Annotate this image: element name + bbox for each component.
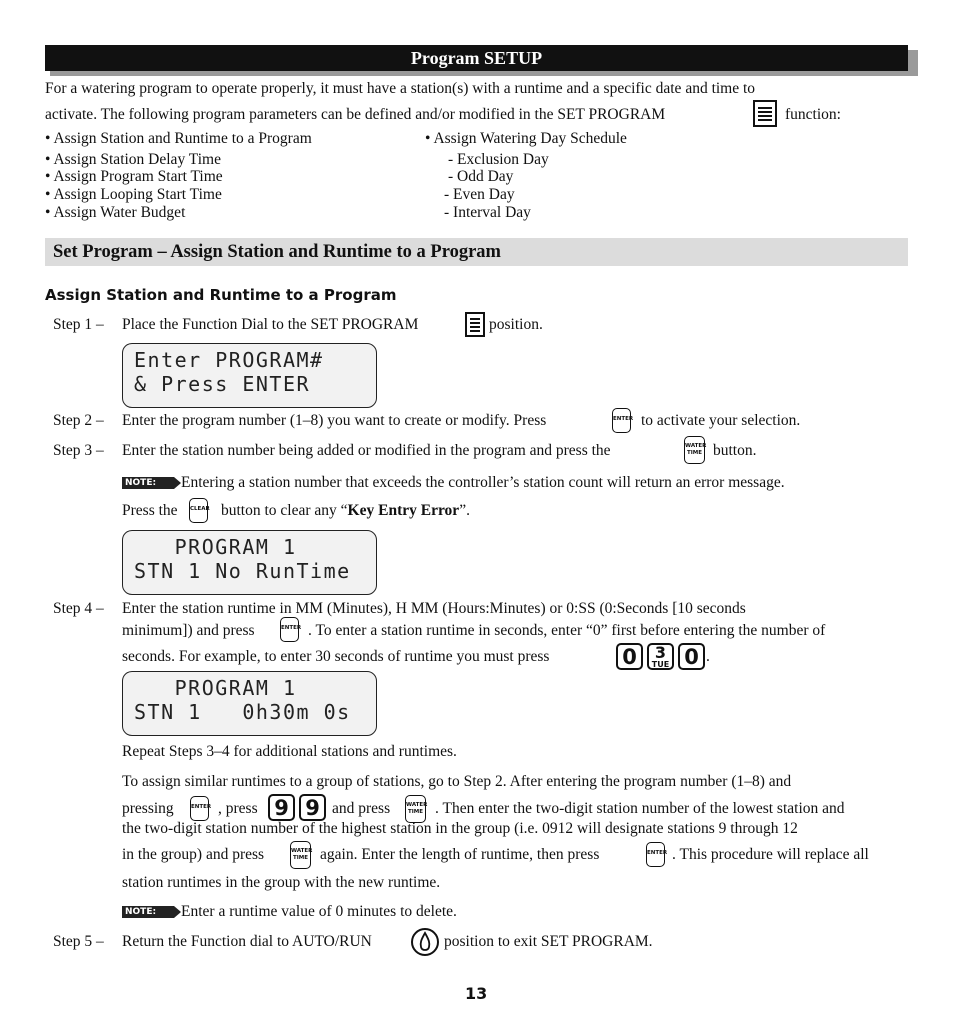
intro-line-1: For a watering program to operate properly, it must have a station(s) with a runtime and a specific date and time to xyxy=(45,80,756,97)
lcd-line: STN 1 No RunTime xyxy=(134,559,351,583)
step-2-text: Enter the program number (1–8) you want to create or modify. Press xyxy=(122,412,547,429)
step-1-label: Step 1 – xyxy=(53,316,104,333)
page-number: 13 xyxy=(465,984,488,1003)
step-2-end: to activate your selection. xyxy=(641,412,801,429)
nine-key-icon: 9 xyxy=(299,794,326,821)
key-label: WATER xyxy=(685,443,707,449)
group-line-2d: . Then enter the two-digit station number of the lowest station and xyxy=(435,800,845,817)
step-3-end: button. xyxy=(713,442,757,459)
step-1-end: position. xyxy=(489,316,543,333)
enter-key-icon: ENTER xyxy=(612,408,631,433)
auto-run-icon xyxy=(411,928,439,956)
lcd-line: PROGRAM 1 xyxy=(134,535,297,559)
step-5-end: position to exit SET PROGRAM. xyxy=(444,933,653,950)
note-1-text-part: button to clear any “ xyxy=(221,502,348,519)
step-4-line-1: Enter the station runtime in MM (Minutes), H MM (Hours:Minutes) or 0:SS (0:Seconds [10 seconds xyxy=(122,600,746,617)
group-line-5: station runtimes in the group with the new runtime. xyxy=(122,874,441,891)
note-1-line2b xyxy=(221,502,470,520)
param-left-4: • Assign Looping Start Time xyxy=(45,186,222,203)
step-4-line-2a: minimum]) and press xyxy=(122,622,255,639)
param-left-3: • Assign Program Start Time xyxy=(45,168,223,185)
param-right-5: - Interval Day xyxy=(444,204,531,221)
note-1-text: Entering a station number that exceeds the controller’s station count will return an error message. xyxy=(181,474,785,491)
key-label: 3 xyxy=(654,643,667,662)
enter-key-icon: ENTER xyxy=(280,617,299,642)
water-time-key-icon xyxy=(684,436,705,464)
param-left-1: • Assign Station and Runtime to a Program xyxy=(45,130,312,147)
clear-key-icon: CLEAR xyxy=(189,498,208,523)
three-tue-key-icon xyxy=(647,643,674,670)
lcd-line: PROGRAM 1 xyxy=(134,676,297,700)
param-right-4: - Even Day xyxy=(444,186,515,203)
intro-line-2: activate. The following program parameters can be defined and/or modified in the SET PROGRAM xyxy=(45,106,666,123)
set-program-icon xyxy=(753,100,777,127)
group-line-4a: in the group) and press xyxy=(122,846,265,863)
lcd-display-2 xyxy=(122,530,377,595)
step-4-line-2b: . To enter a station runtime in seconds, enter “0” first before entering the number of xyxy=(308,622,826,639)
param-left-5: • Assign Water Budget xyxy=(45,204,186,221)
section-title: Set Program – Assign Station and Runtime to a Program xyxy=(45,238,908,266)
step-1-text: Place the Function Dial to the SET PROGRAM xyxy=(122,316,419,333)
group-line-4c: . This procedure will replace all xyxy=(672,846,869,863)
zero-key-icon: 0 xyxy=(616,643,643,670)
note-1-line2a: Press the xyxy=(122,502,178,519)
set-program-icon xyxy=(465,312,485,337)
key-label: TUE xyxy=(651,660,670,669)
nine-key-icon: 9 xyxy=(268,794,295,821)
param-right-2: - Exclusion Day xyxy=(448,151,549,168)
note-2-text: Enter a runtime value of 0 minutes to delete. xyxy=(181,903,457,920)
key-entry-error-text: Key Entry Error xyxy=(347,502,460,519)
lcd-line: STN 1 0h30m 0s xyxy=(134,700,351,724)
note-badge: NOTE: xyxy=(122,906,174,918)
step-5-label: Step 5 – xyxy=(53,933,104,950)
intro-line-2-end: function: xyxy=(785,106,841,123)
page-title: Program SETUP xyxy=(45,45,908,71)
key-label: WATER xyxy=(291,848,313,854)
group-line-2a: pressing xyxy=(122,800,174,817)
step-4-label: Step 4 – xyxy=(53,600,104,617)
step-4-line-3: seconds. For example, to enter 30 seconds of runtime you must press xyxy=(122,648,550,665)
step-5-text: Return the Function dial to AUTO/RUN xyxy=(122,933,372,950)
param-right-1: • Assign Watering Day Schedule xyxy=(425,130,627,147)
key-label: TIME xyxy=(407,809,424,815)
repeat-text: Repeat Steps 3–4 for additional stations and runtimes. xyxy=(122,743,457,760)
enter-key-icon: ENTER xyxy=(646,842,665,867)
lcd-line: Enter PROGRAM# xyxy=(134,348,324,372)
param-right-3: - Odd Day xyxy=(448,168,514,185)
group-line-3: the two-digit station number of the highest station in the group (i.e. 0912 will designate stations 9 through 12 xyxy=(122,820,798,837)
lcd-line: & Press ENTER xyxy=(134,372,311,396)
enter-key-icon: ENTER xyxy=(190,796,209,821)
step-3-label: Step 3 – xyxy=(53,442,104,459)
water-time-key-icon xyxy=(290,841,311,869)
lcd-display-1 xyxy=(122,343,377,408)
water-time-key-icon xyxy=(405,795,426,823)
group-line-4b: again. Enter the length of runtime, then press xyxy=(320,846,600,863)
note-badge: NOTE: xyxy=(122,477,174,489)
step-2-label: Step 2 – xyxy=(53,412,104,429)
group-line-2c: and press xyxy=(332,800,391,817)
note-1-text-part: ”. xyxy=(459,502,470,519)
key-label: TIME xyxy=(686,450,703,456)
group-line-1: To assign similar runtimes to a group of stations, go to Step 2. After entering the program number (1–8) and xyxy=(122,773,792,790)
zero-key-icon: 0 xyxy=(678,643,705,670)
step-3-text: Enter the station number being added or modified in the program and press the xyxy=(122,442,611,459)
step-4-line-3-end: . xyxy=(706,648,710,665)
lcd-display-3 xyxy=(122,671,377,736)
group-line-2b: , press xyxy=(218,800,258,817)
param-left-2: • Assign Station Delay Time xyxy=(45,151,221,168)
key-label: TIME xyxy=(292,855,309,861)
subheading: Assign Station and Runtime to a Program xyxy=(45,286,397,304)
key-label: WATER xyxy=(406,802,428,808)
